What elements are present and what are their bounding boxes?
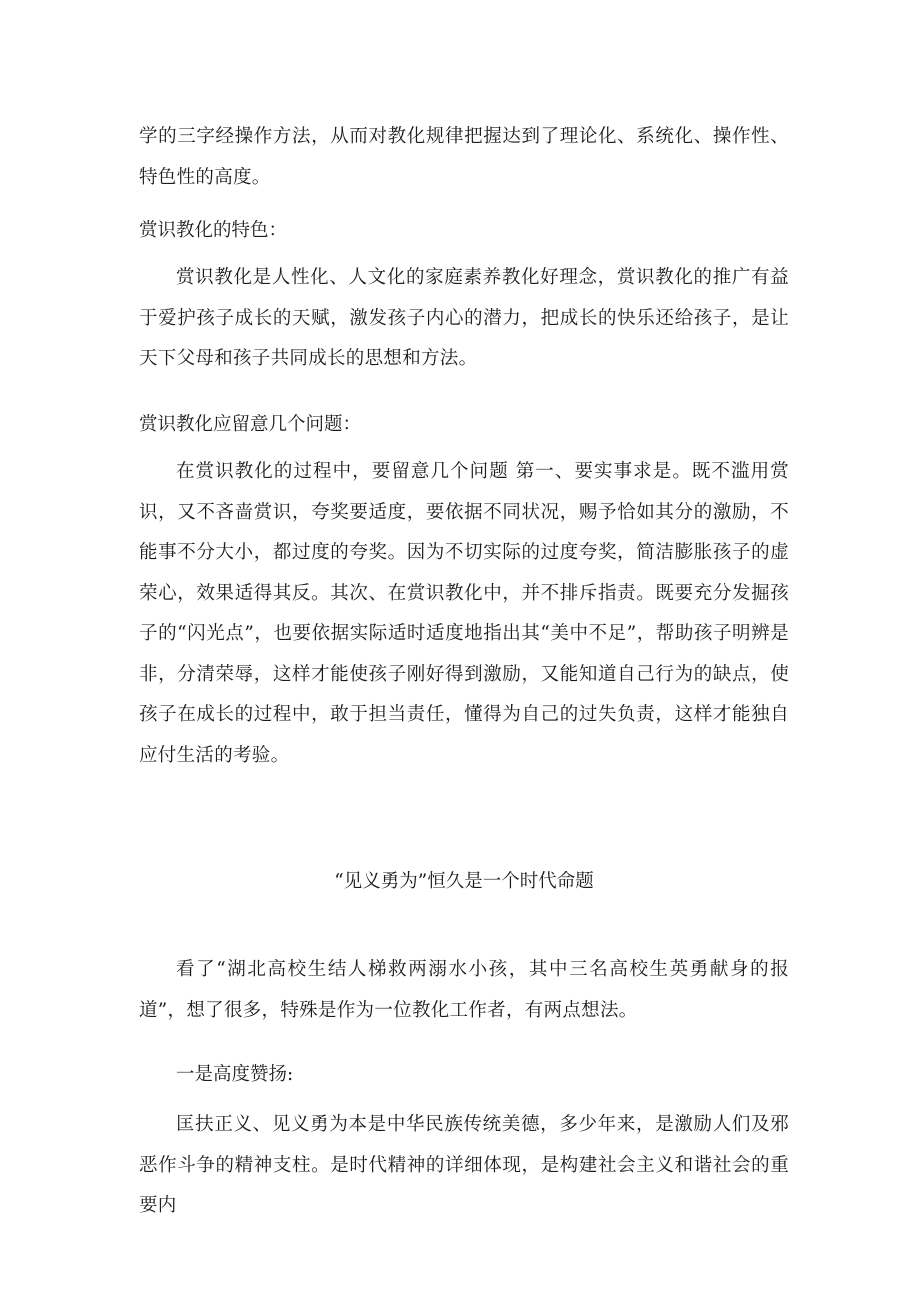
paragraph-issues: 在赏识教化的过程中，要留意几个问题 第一、要实事求是。既不滥用赏识，又不吝啬赏识，夸奖要适度，要依据不同状况，赐予恰如其分的激励，不能事不分大小，都过度的夸奖。因为不切实际的过度夸奖，简洁膨胀孩子的虚荣心，效果适得其反。其次、在赏识教化中，并不排斥指责。既要充分发掘孩子的“闪光点”，也要依据实际适时适度地指出其“美中不足”，帮助孩子明辨是非，分清荣辱，这样才能使孩子刚好得到激励，又能知道自己行为的缺点，使孩子在成长的过程中，敢于担当责任，懂得为自己的过失负责，这样才能独自应付生活的考验。 <box>139 461 789 766</box>
heading-issues: 赏识教化应留意几个问题： <box>139 414 362 435</box>
paragraph-intro: 看了“湖北高校生结人梯救两溺水小孩，其中三名高校生英勇献身的报道”，想了很多，特殊是作为一位教化工作者，有两点想法。 <box>139 959 789 1021</box>
article-title: “见义勇为”恒久是一个时代命题 <box>334 871 594 892</box>
heading-features: 赏识教化的特色： <box>139 220 288 241</box>
heading-point1: 一是高度赞扬: <box>176 1064 294 1085</box>
paragraph-features: 赏识教化是人性化、人文化的家庭素养教化好理念，赏识教化的推广有益于爱护孩子成长的天赋，激发孩子内心的潜力，把成长的快乐还给孩子，是让天下父母和孩子共同成长的思想和方法。 <box>139 267 789 369</box>
paragraph-point1: 匡扶正义、见义勇为本是中华民族传统美德，多少年来，是激励人们及邪恶作斗争的精神支柱。是时代精神的详细体现，是构建社会主义和谐社会的重要内 <box>139 1114 789 1216</box>
paragraph-continuation: 学的三字经操作方法，从而对教化规律把握达到了理论化、系统化、操作性、特色性的高度。 <box>139 126 789 188</box>
